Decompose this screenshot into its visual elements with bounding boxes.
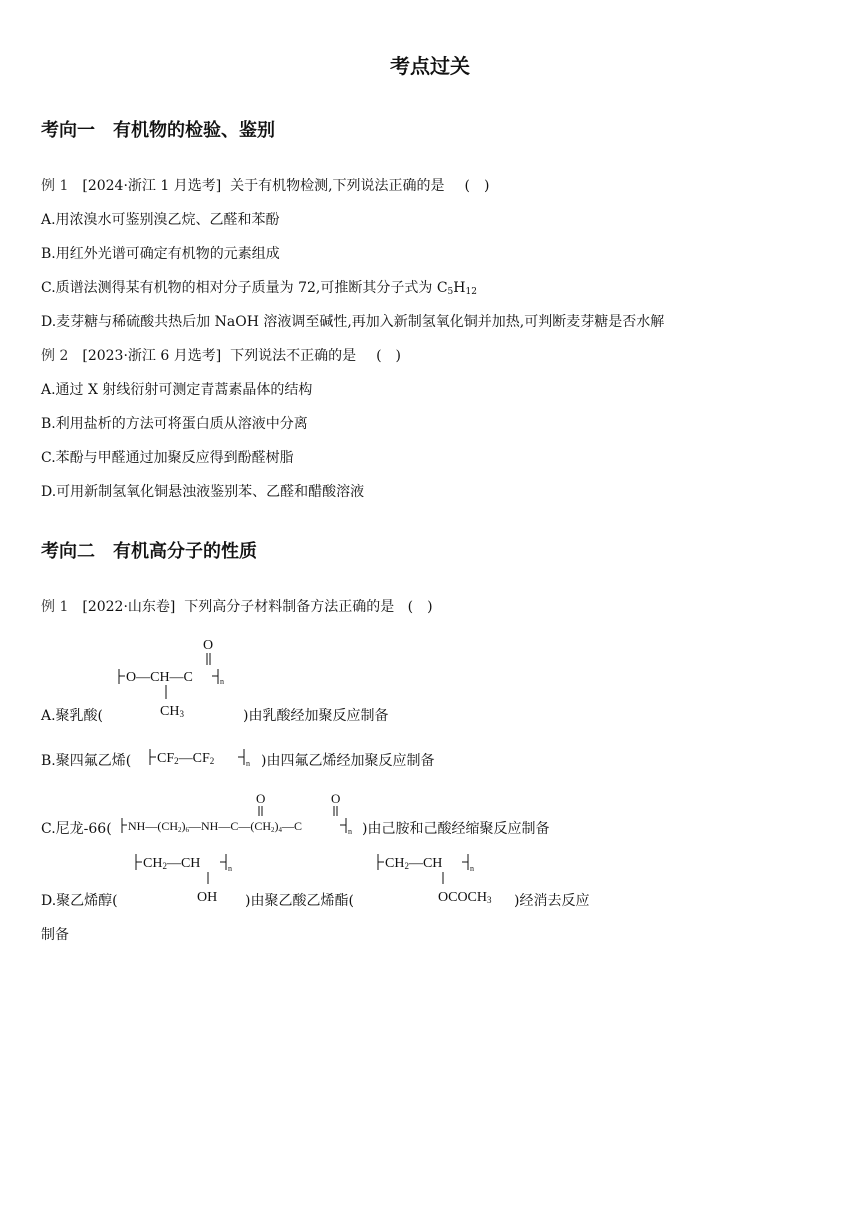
option-d-mid: )由聚乙酸乙烯酯( xyxy=(245,893,354,909)
answer-paren: ( ) xyxy=(464,178,490,194)
methyl-group: CH3 xyxy=(160,704,184,719)
nylon-chain: NH—(CH2)6—NH—C—(CH2)4—C xyxy=(128,819,303,834)
nylon-structural-formula xyxy=(116,788,360,840)
option-b: B.利用盐析的方法可将蛋白质从溶液中分离 xyxy=(41,416,308,432)
option-d-continuation: 制备 xyxy=(41,927,69,943)
answer-paren: ( ) xyxy=(407,599,433,615)
example-label: 例 1 xyxy=(41,178,69,194)
example-source: [2023·浙江 6 月选考] xyxy=(82,348,222,364)
option-a: A.通过 X 射线衍射可测定青蒿素晶体的结构 xyxy=(41,382,313,398)
question-text: 关于有机物检测,下列说法正确的是 xyxy=(230,178,445,194)
example-label: 例 1 xyxy=(41,599,69,615)
repeat-n: n xyxy=(470,864,474,873)
option-b-post: )由四氟乙烯经加聚反应制备 xyxy=(261,753,435,769)
option-a: A.用浓溴水可鉴别溴乙烷、乙醛和苯酚 xyxy=(41,212,280,228)
acetate-group: OCOCH3 xyxy=(438,890,492,905)
repeat-n: n xyxy=(228,864,232,873)
question-text: 下列高分子材料制备方法正确的是 xyxy=(184,599,395,615)
example-2-question xyxy=(41,346,401,366)
carbonyl-o: O xyxy=(331,791,341,806)
option-c-h: H xyxy=(453,280,466,296)
option-c-text: C.质谱法测得某有机物的相对分子质量为 72,可推断其分子式为 C xyxy=(41,280,448,296)
ptfe-structural-formula xyxy=(146,744,258,772)
option-d-pre: D.聚乙烯醇( xyxy=(41,893,118,909)
option-c: C.苯酚与甲醛通过加聚反应得到酚醛树脂 xyxy=(41,450,294,466)
section-heading-1: 考向一 有机物的检验、鉴别 xyxy=(41,120,275,141)
pva-chain: CH2—CH xyxy=(143,856,201,871)
option-a-pre: A.聚乳酸( xyxy=(41,708,104,724)
ptfe-chain: CF2—CF2 xyxy=(157,751,215,766)
option-d-post: )经消去反应 xyxy=(514,893,590,909)
carbonyl-o: O xyxy=(256,791,266,806)
hydroxyl-group: OH xyxy=(197,890,218,905)
repeat-n: n xyxy=(246,759,250,768)
option-d: D.可用新制氢氧化铜悬浊液鉴别苯、乙醛和醋酸溶液 xyxy=(41,484,365,500)
page-title: 考点过关 xyxy=(390,54,470,78)
option-b-pre: B.聚四氟乙烯( xyxy=(41,753,132,769)
pla-structural-formula xyxy=(110,632,240,722)
option-b: B.用红外光谱可确定有机物的元素组成 xyxy=(41,246,280,262)
pvac-chain: CH2—CH xyxy=(385,856,443,871)
option-a-post: )由乳酸经加聚反应制备 xyxy=(243,708,389,724)
option-c-post: )由己胺和己酸经缩聚反应制备 xyxy=(362,821,550,837)
example-source: [2024·浙江 1 月选考] xyxy=(82,178,222,194)
repeat-n: n xyxy=(348,827,352,836)
option-d: D.麦芽糖与稀硫酸共热后加 NaOH 溶液调至碱性,再加入新制氢氧化铜并加热,可判断麦芽糖是否水解 xyxy=(41,314,665,330)
pla-chain: O—CH—C xyxy=(126,670,193,685)
section-heading-2: 考向二 有机高分子的性质 xyxy=(41,541,257,562)
option-c xyxy=(41,278,477,302)
answer-paren: ( ) xyxy=(376,348,402,364)
example-3-question xyxy=(41,597,433,617)
carbonyl-o: O xyxy=(203,638,214,653)
example-source: [2022·山东卷] xyxy=(82,599,176,615)
repeat-n: n xyxy=(220,677,224,686)
pva-structural-formula xyxy=(130,850,250,910)
example-label: 例 2 xyxy=(41,348,69,364)
subscript: 5 xyxy=(447,287,454,297)
example-1-question xyxy=(41,176,489,196)
question-text: 下列说法不正确的是 xyxy=(230,348,357,364)
option-c-pre: C.尼龙-66( xyxy=(41,821,112,837)
subscript: 12 xyxy=(465,287,477,297)
pvac-structural-formula xyxy=(372,850,512,910)
